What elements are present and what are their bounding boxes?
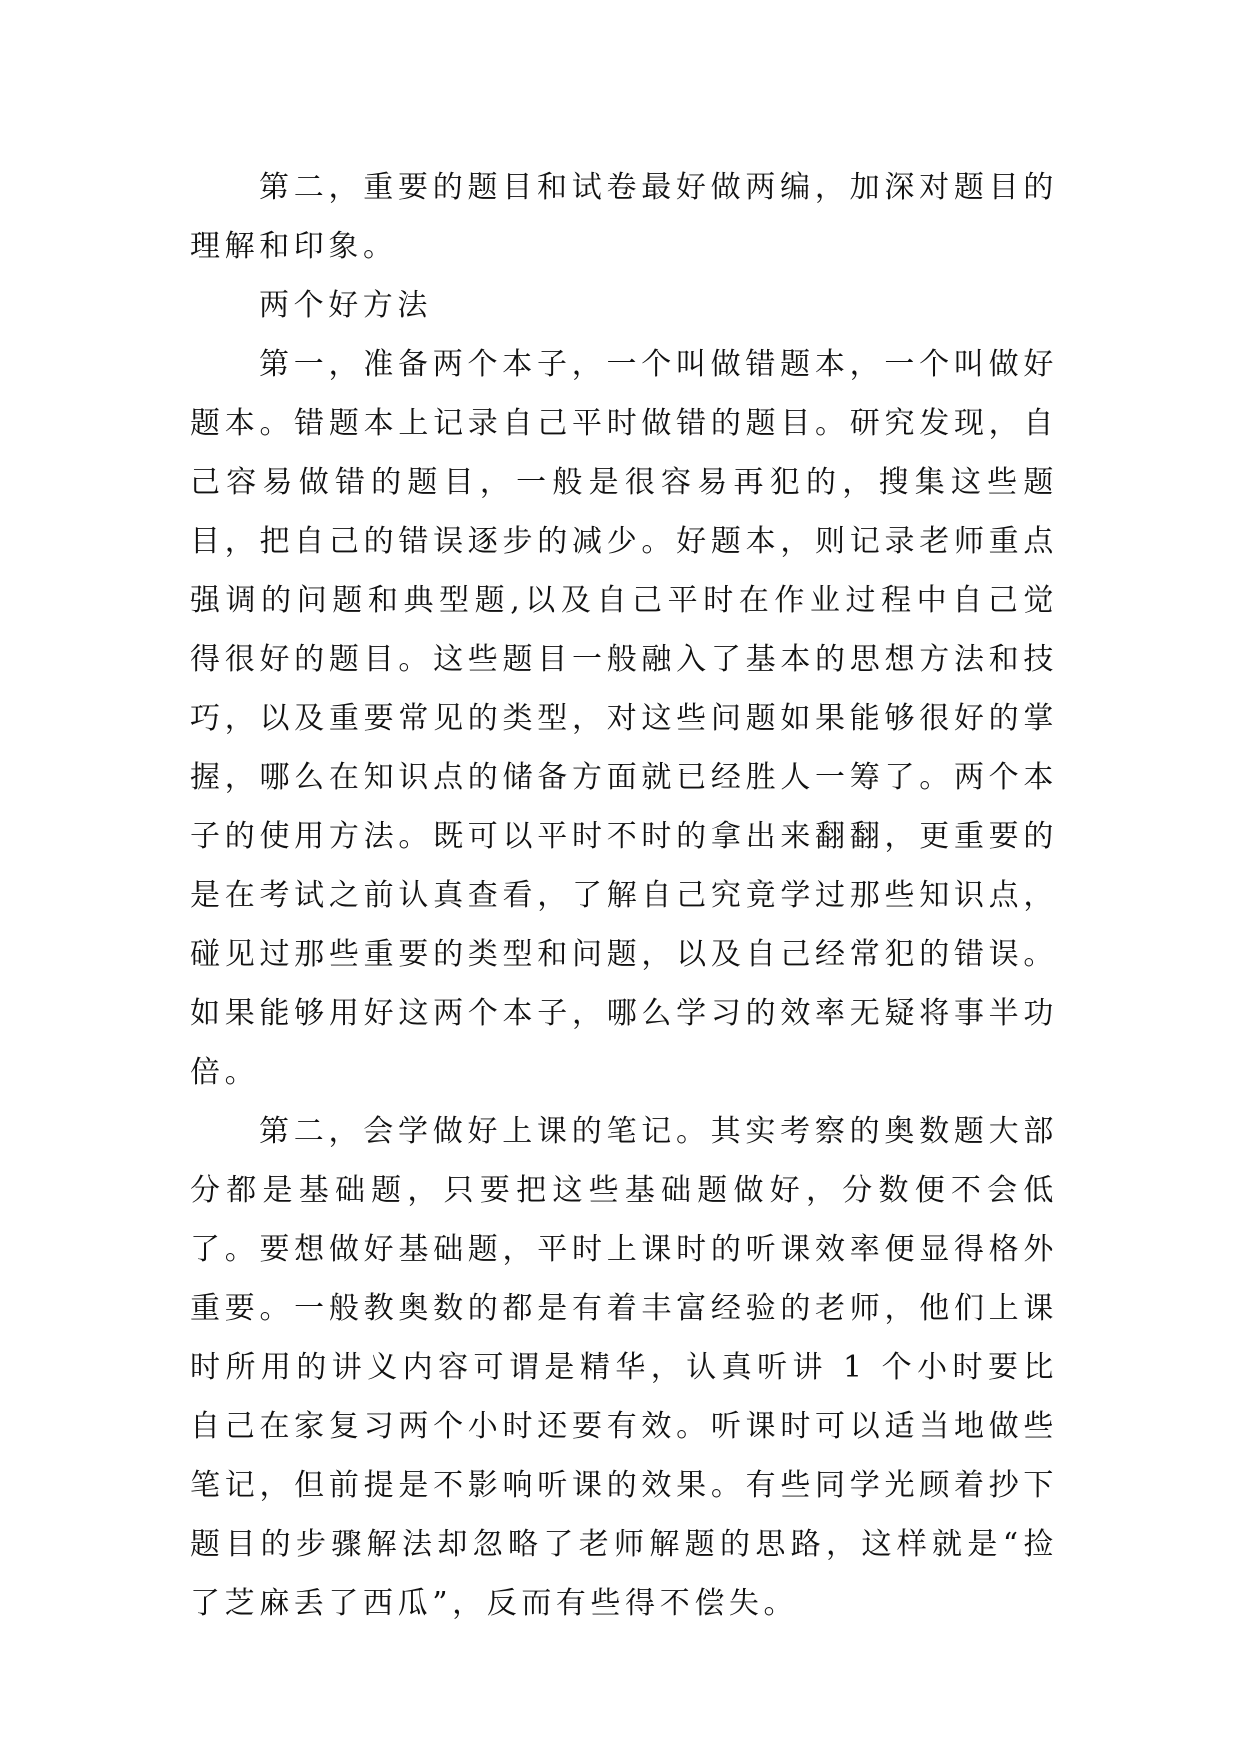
- section-heading-two-methods: 两个好方法: [259, 288, 432, 323]
- paragraph-review-twice: 第二，重要的题目和试卷最好做两编，加深对题目的理解和印象。: [190, 170, 1058, 264]
- document-body: [190, 158, 1058, 1633]
- paragraph-class-notes: 第二，会学做好上课的笔记。其实考察的奥数题大部分都是基础题，只要把这些基础题做好，分数便不会低了。要想做好基础题，平时上课时的听课效率便显得格外重要。一般教奥数的都是有着丰富经验的老师，他们上课时所用的讲义内容可谓是精华，认真听讲 1 个小时要比自己在家复习两个小时还要有效。听课时可以适当地做些笔记，但前提是不影响听课的效果。有些同学光顾着抄下题目的步骤解法却忽略了老师解题的思路，这样就是“捡了芝麻丢了西瓜”，反而有些得不偿失。: [190, 1114, 1058, 1621]
- paragraph-two-notebooks: 第一，准备两个本子，一个叫做错题本，一个叫做好题本。错题本上记录自己平时做错的题目。研究发现，自己容易做错的题目，一般是很容易再犯的，搜集这些题目，把自己的错误逐步的减少。好题本，则记录老师重点强调的问题和典型题,以及自己平时在作业过程中自己觉得很好的题目。这些题目一般融入了基本的思想方法和技巧，以及重要常见的类型，对这些问题如果能够很好的掌握，哪么在知识点的储备方面就已经胜人一筹了。两个本子的使用方法。既可以平时不时的拿出来翻翻，更重要的是在考试之前认真查看，了解自己究竟学过那些知识点，碰见过那些重要的类型和问题，以及自己经常犯的错误。如果能够用好这两个本子，哪么学习的效率无疑将事半功倍。: [190, 347, 1058, 1090]
